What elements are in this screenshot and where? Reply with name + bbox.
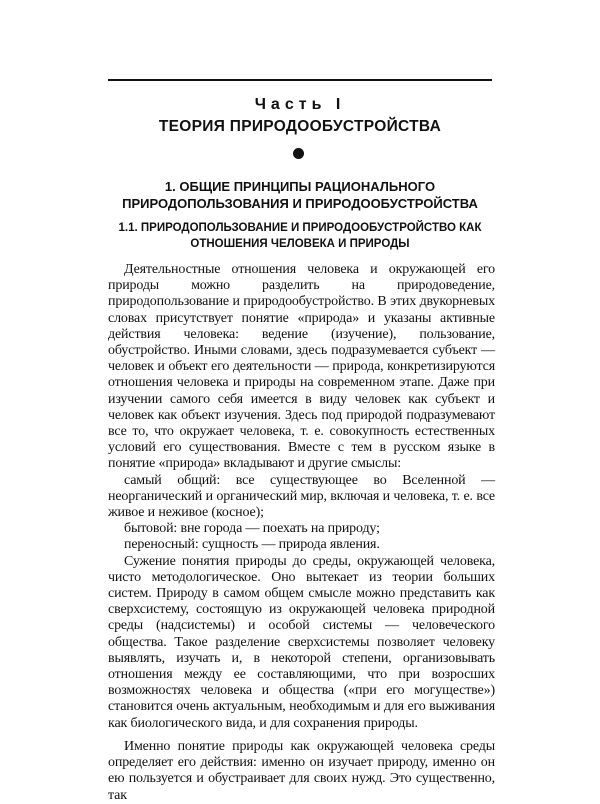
part-title: ТЕОРИЯ ПРИРОДООБУСТРОЙСТВА [158, 118, 442, 135]
top-rule [108, 79, 492, 81]
section-title: 1.1. ПРИРОДОПОЛЬЗОВАНИЕ И ПРИРОДООБУСТРОЙСТВО КАК ОТНОШЕНИЯ ЧЕЛОВЕКА И ПРИРОДЫ [118, 222, 482, 250]
bullet-ornament [293, 148, 304, 159]
paragraph: самый общий: все существующее во Вселенной — неорганический и органический мир, включая и человека, т. е. все живое и неживое (косное); [108, 472, 495, 521]
paragraph: Деятельностные отношения человека и окружающей его природы можно разделить на природоведение, природопользование и природообустройство. В этих двукорневых словах присутствует понятие «природа» и указаны активные действия человека: ведение (изучение), пользование, обустройство. Иными словами, здесь подразумевается субъект — человек и объект его деятельности — природа, конкретизируются отношения человека и природы на современном этапе. Даже при изучении самого себя имеется в виду человек как субъект и человек как объект изучения. Здесь под природой подразумевают все то, что окружает человека, т. е. совокупность естественных условий его существования. Вместе с тем в русском языке в понятие «природа» вкладывают и другие смыслы: [108, 262, 495, 472]
chapter-title: 1. ОБЩИЕ ПРИНЦИПЫ РАЦИОНАЛЬНОГО ПРИРОДОПОЛЬЗОВАНИЯ И ПРИРОДООБУСТРОЙСТВА [122, 179, 478, 211]
paragraph: Сужение понятия природы до среды, окружающей человека, чисто методологическое. Оно вытекает из теории больших систем. Природу в самом общем смысле можно представить как сверхсистему, состоящую из окружающей человека природной среды (надсистемы) и особой системы — человеческого общества. Такое разделение сверхсистемы позволяет человеку выявлять, изучать и, в некоторой степени, организовывать отношения между ее составляющими, что при возросших возможностях человека и общества («при его могуществе») становится очень актуальным, необходимым и для его выживания как биологического вида, и для сохранения природы. [108, 553, 495, 731]
body-text [108, 262, 495, 804]
paragraph: переносный: сущность — природа явления. [124, 537, 380, 553]
part-label: Часть I [254, 96, 346, 113]
paragraph: Именно понятие природы как окружающей человека среды определяет его действия: именно он изучает природу, именно он ею пользуется и обустраивает для своих нужд. Это существенно, так [108, 738, 495, 803]
paragraph: бытовой: вне города — поехать на природу; [124, 521, 380, 537]
